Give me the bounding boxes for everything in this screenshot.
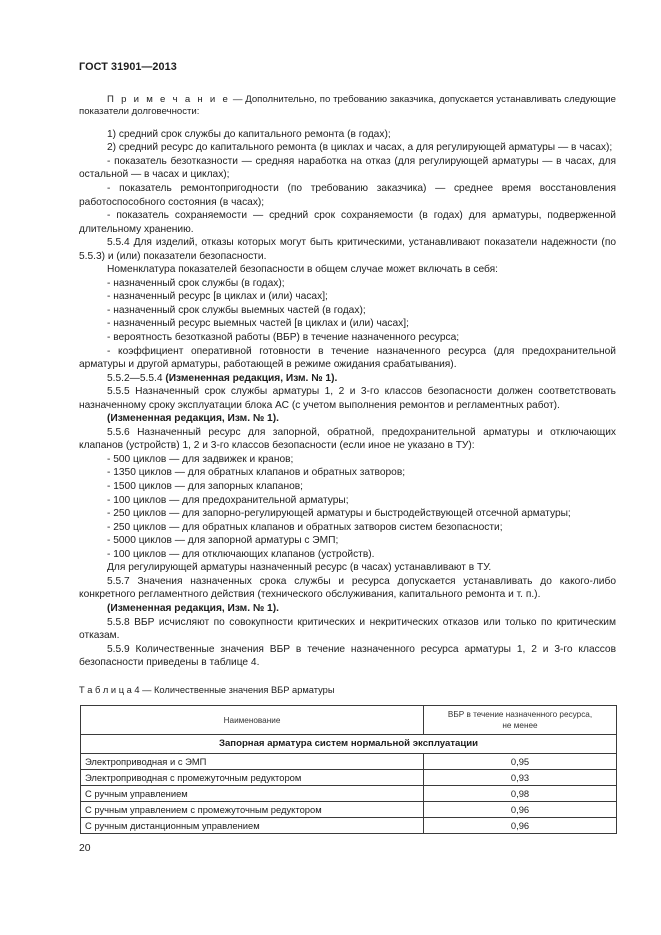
list-item: - коэффициент оперативной готовности в течение назначенного ресурса (для предохранительной арматуры и другой арматуры, работающей в режиме ожидания срабатывания). bbox=[79, 345, 616, 371]
list-item: - 500 циклов — для задвижек и кранов; bbox=[107, 453, 294, 465]
table-header-row bbox=[81, 706, 617, 735]
table-caption bbox=[79, 684, 335, 698]
column-header-value-line1: ВБР в течение назначенного ресурса, bbox=[447, 710, 593, 719]
paragraph: - показатель ремонтопригодности (по требованию заказчика) — среднее время восстановления работоспособного состояния (в часах); bbox=[79, 183, 616, 208]
paragraph: 2) средний ресурс до капитального ремонта (в циклах и часах, а для регулирующей арматуры — в часах); bbox=[107, 142, 613, 154]
row-name: Электроприводная и с ЭМП bbox=[81, 754, 424, 770]
list-item: - назначенный срок службы выемных частей (в годах); bbox=[107, 304, 366, 316]
row-value: 0,95 bbox=[424, 754, 617, 770]
amendment-note: (Измененная редакция, Изм. № 1). bbox=[107, 413, 279, 425]
table-row bbox=[81, 786, 617, 802]
row-name: С ручным управлением bbox=[81, 786, 424, 802]
amendment-prefix: 5.5.2—5.5.4 bbox=[107, 372, 166, 384]
row-value: 0,93 bbox=[424, 770, 617, 786]
clause-5-5-6: 5.5.6 Назначенный ресурс для запорной, обратной, предохранительной арматуры и отключающих клапанов (устройств) 1, 2 и 3-го классов безопасности (если иное не указано в ТУ): bbox=[79, 426, 616, 452]
table-row bbox=[81, 770, 617, 786]
amendment-note bbox=[79, 372, 616, 386]
table-section-row bbox=[81, 735, 617, 754]
table-caption-label: Т а б л и ц а bbox=[79, 685, 132, 695]
list-item: - назначенный ресурс выемных частей [в циклах и (или) часах]; bbox=[107, 318, 409, 330]
column-header-value-line2: не менее bbox=[502, 721, 538, 730]
list-item: - 250 циклов — для обратных клапанов и обратных затворов систем безопасности; bbox=[107, 521, 503, 533]
clause-5-5-8: 5.5.8 ВБР исчисляют по совокупности критических и некритических отказов или только по критическим отказам. bbox=[79, 616, 616, 642]
clause-5-5-5: 5.5.5 Назначенный срок службы арматуры 1, 2 и 3-го классов безопасности должен соответствовать назначенному сроку эксплуатации блока АС (с учетом выполнения ремонтов и регламентных работ). bbox=[79, 386, 616, 411]
list-item: - 5000 циклов — для запорной арматуры с ЭМП; bbox=[107, 535, 339, 547]
list-item: - 100 циклов — для предохранительной арматуры; bbox=[107, 494, 349, 506]
column-header-value bbox=[424, 706, 617, 735]
row-value: 0,96 bbox=[424, 818, 617, 834]
amendment-bold: (Измененная редакция, Изм. № 1). bbox=[165, 372, 338, 384]
row-value: 0,96 bbox=[424, 802, 617, 818]
table-section-title: Запорная арматура систем нормальной эксплуатации bbox=[81, 735, 617, 754]
list-item: - назначенный ресурс [в циклах и (или) часах]; bbox=[107, 291, 328, 303]
row-name: Электроприводная с промежуточным редуктором bbox=[81, 770, 424, 786]
clause-5-5-9: 5.5.9 Количественные значения ВБР в течение назначенного ресурса арматуры 1, 2 и 3-го классов безопасности приведены в таблице 4. bbox=[79, 643, 616, 669]
table-caption-text: 4 — Количественные значения ВБР арматуры bbox=[131, 685, 335, 695]
table-row bbox=[81, 754, 617, 770]
document-header: ГОСТ 31901—2013 bbox=[79, 61, 177, 73]
paragraph: Для регулирующей арматуры назначенный ресурс (в часах) устанавливают в ТУ. bbox=[107, 562, 492, 574]
page-number: 20 bbox=[79, 843, 91, 854]
list-item: - 1350 циклов — для обратных клапанов и обратных затворов; bbox=[107, 467, 406, 479]
paragraph: Номенклатура показателей безопасности в общем случае может включать в себя: bbox=[107, 264, 499, 276]
note-text: — Дополнительно, по требованию заказчика, допускается устанавливать следующие показатели долговечности: bbox=[79, 94, 617, 118]
row-value: 0,98 bbox=[424, 786, 617, 802]
amendment-note: (Измененная редакция, Изм. № 1). bbox=[107, 602, 279, 614]
paragraph: 1) средний срок службы до капитального ремонта (в годах); bbox=[107, 128, 391, 140]
document-body bbox=[79, 94, 616, 670]
reliability-table bbox=[80, 705, 617, 834]
table-row bbox=[81, 818, 617, 834]
list-item: - 250 циклов — для запорно-регулирующей арматуры и быстродействующей отсечной арматуры; bbox=[107, 508, 571, 520]
clause-5-5-4: 5.5.4 Для изделий, отказы которых могут быть критическими, устанавливают показатели надежности (по 5.5.3) и (или) показатели безопасности. bbox=[79, 237, 616, 262]
list-item: - вероятность безотказной работы (ВБР) в течение назначенного ресурса; bbox=[107, 332, 460, 344]
paragraph: - показатель сохраняемости — средний срок сохраняемости (в годах) для арматуры, подверженной длительному хранению. bbox=[79, 210, 616, 235]
list-item: - 1500 циклов — для запорных клапанов; bbox=[107, 481, 303, 493]
column-header-name: Наименование bbox=[81, 706, 424, 735]
list-item: - 100 циклов — для отключающих клапанов (устройств). bbox=[107, 548, 375, 560]
table-row bbox=[81, 802, 617, 818]
note-label: П р и м е ч а н и е bbox=[107, 94, 231, 105]
paragraph: - показатель безотказности — средняя наработка на отказ (для регулирующей арматуры — в часах, для остальной — в часах и циклах); bbox=[79, 155, 616, 181]
clause-5-5-7: 5.5.7 Значения назначенных срока службы и ресурса допускается устанавливать до какого-либо конкретного регламентного действия (технического обслуживания, капитального ремонта и т. п.). bbox=[79, 575, 616, 601]
list-item: - назначенный срок службы (в годах); bbox=[107, 277, 285, 289]
note-paragraph bbox=[79, 94, 616, 119]
row-name: С ручным управлением с промежуточным редуктором bbox=[81, 802, 424, 818]
row-name: С ручным дистанционным управлением bbox=[81, 818, 424, 834]
